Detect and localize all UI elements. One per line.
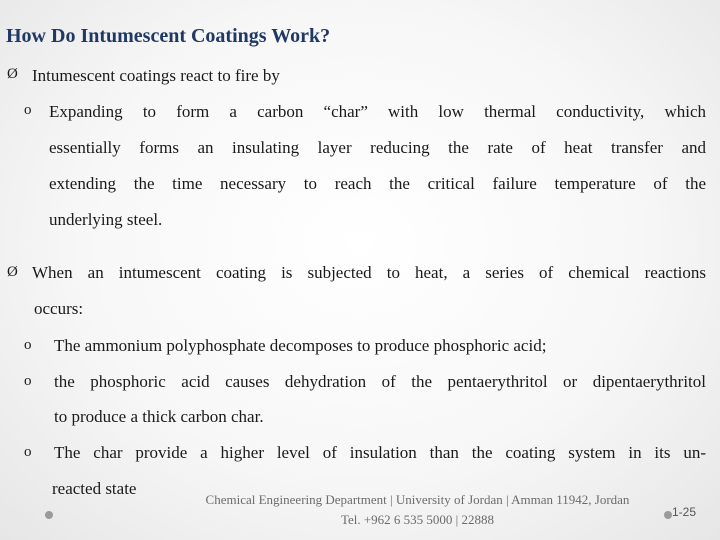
footer-line-2: Tel. +962 6 535 5000 | 22888 [340, 512, 495, 527]
circle-bullet-icon: o [24, 102, 32, 118]
footer-contact [180, 490, 655, 530]
sub-bullet-2-1-line-1: The ammonium polyphosphate decomposes to produce phosphoric acid; [54, 336, 547, 355]
sub-bullet-2-3-line-1: The char provide a higher level of insulation than the coating system in its un- [54, 443, 706, 462]
sub-bullet-2-3-line-2: reacted state [52, 479, 137, 498]
bullet-2-line-1: When an intumescent coating is subjected to heat, a series of chemical reactions [32, 263, 706, 282]
circle-bullet-icon: o [24, 444, 32, 460]
sub-bullet-1-1-line-3: extending the time necessary to reach the critical failure temperature of the [49, 174, 706, 193]
sub-bullet-2-2-line-2: to produce a thick carbon char. [54, 407, 264, 426]
page-number: 1-25 [672, 505, 697, 519]
sub-bullet-2-2-line-1: the phosphoric acid causes dehydration of the pentaerythritol or dipentaerythritol [54, 372, 706, 391]
bullet-1-text: Intumescent coatings react to fire by [32, 66, 280, 85]
circle-bullet-icon: o [24, 337, 32, 353]
sub-bullet-1-1-line-4: underlying steel. [49, 210, 163, 229]
bullet-2-line-2: occurs: [34, 299, 84, 318]
arrow-bullet-icon: Ø [7, 66, 18, 82]
sub-bullet-1-1-line-1: Expanding to form a carbon “char” with low thermal conductivity, which [49, 102, 706, 121]
slide-title: How Do Intumescent Coatings Work? [6, 25, 331, 47]
circle-bullet-icon: o [24, 373, 32, 389]
footer-dot-icon [664, 511, 672, 519]
sub-bullet-1-1-line-2: essentially forms an insulating layer reducing the rate of heat transfer and [49, 138, 706, 157]
arrow-bullet-icon: Ø [7, 264, 18, 280]
footer-line-1: Chemical Engineering Department | University of Jordan | Amman 11942, Jordan [205, 492, 630, 507]
footer-dot-icon [45, 511, 53, 519]
